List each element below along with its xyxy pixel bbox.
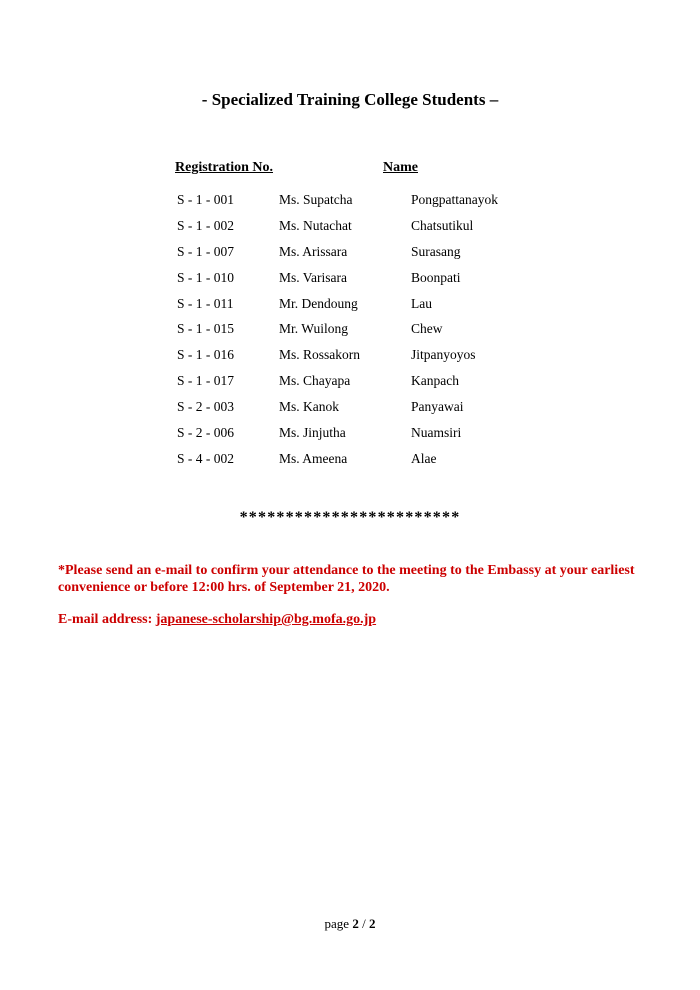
registration-number: S - 2 - 003 [177,399,234,415]
student-given-name: Ms. Rossakorn [279,347,361,363]
asterisk-separator: ************************ [239,509,461,526]
page-total: 2 [368,916,376,931]
registration-number: S - 1 - 016 [177,347,234,363]
registration-number: S - 1 - 010 [177,269,234,285]
registration-number: S - 2 - 006 [177,425,234,441]
student-row [0,425,700,451]
registration-number: S - 1 - 015 [177,321,234,337]
student-given-name: Mr. Dendoung [279,295,358,311]
page-divider: / [358,916,369,931]
student-given-name: Ms. Varisara [279,269,347,285]
student-row [0,373,700,399]
student-surname: Kanpach [411,373,459,389]
page-label: page [324,916,353,931]
student-row [0,451,700,477]
student-surname: Alae [411,450,437,466]
name-column-header: Name [383,160,418,175]
student-row [0,244,700,270]
student-given-name: Ms. Arissara [279,243,348,259]
student-row [0,218,700,244]
student-row [0,270,700,296]
student-list [0,192,700,477]
registration-number: S - 1 - 002 [177,217,234,233]
student-row [0,192,700,218]
student-row [0,321,700,347]
student-surname: Chew [411,321,443,337]
student-surname: Nuamsiri [411,425,462,441]
student-surname: Jitpanyoyos [411,347,476,363]
page-title: - Specialized Training College Students – [201,90,499,109]
student-surname: Boonpati [411,269,461,285]
student-row [0,399,700,425]
student-surname: Pongpattanayok [411,192,498,207]
student-surname: Surasang [411,243,461,259]
student-row [0,296,700,322]
email-label: E-mail address: [58,612,156,627]
email-line [58,612,376,628]
student-given-name: Ms. Supatcha [279,192,353,207]
registration-number: S - 1 - 001 [177,192,234,207]
registration-number: S - 1 - 007 [177,243,234,259]
student-surname: Lau [411,295,432,311]
student-surname: Chatsutikul [411,217,474,233]
student-given-name: Ms. Chayapa [279,373,351,389]
student-given-name: Ms. Kanok [279,399,339,415]
student-surname: Panyawai [411,399,464,415]
student-given-name: Ms. Nutachat [279,217,352,233]
student-given-name: Ms. Jinjutha [279,425,346,441]
registration-number: S - 1 - 011 [177,295,234,311]
student-given-name: Ms. Ameena [279,450,348,466]
attendance-notice: *Please send an e-mail to confirm your attendance to the meeting to the Embassy at your earliest convenience or before 12:00 hrs. of September 21, 2020. [58,563,635,595]
email-link[interactable]: japanese-scholarship@bg.mofa.go.jp [155,612,377,627]
page-number [0,916,700,932]
registration-number: S - 4 - 002 [177,450,234,466]
registration-number: S - 1 - 017 [177,373,234,389]
registration-column-header: Registration No. [175,160,273,175]
page-current: 2 [352,916,359,931]
student-given-name: Mr. Wuilong [279,321,348,337]
student-row [0,347,700,373]
